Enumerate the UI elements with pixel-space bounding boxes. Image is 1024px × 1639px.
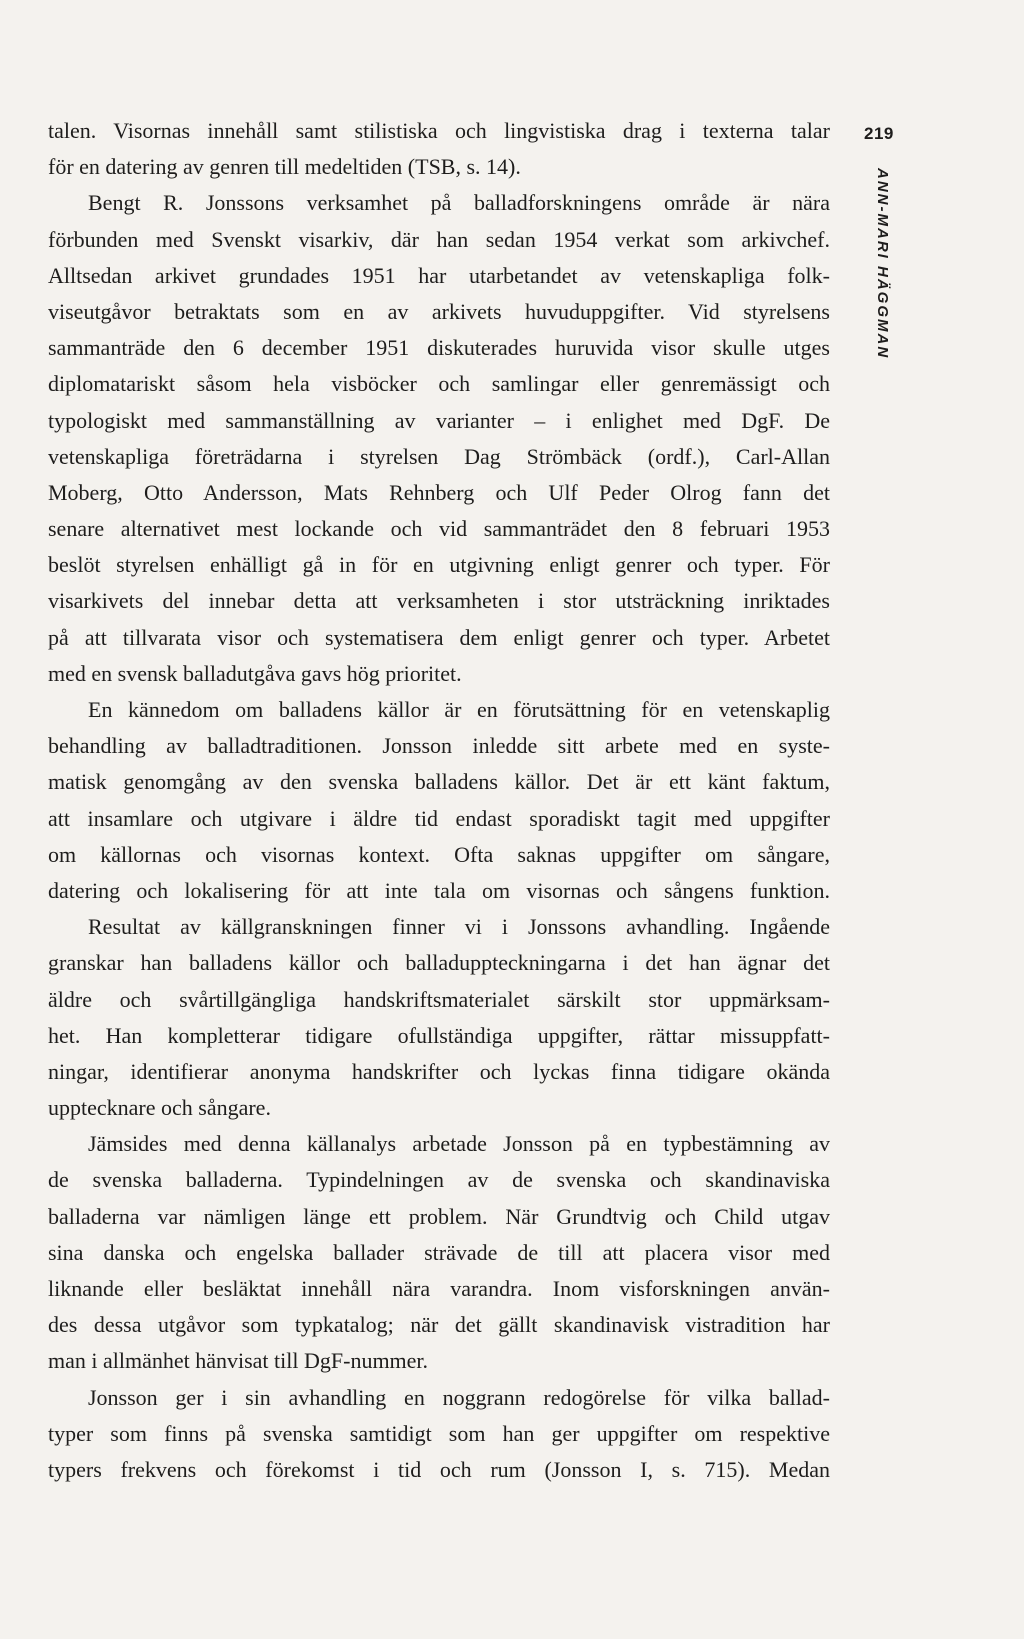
text-line: typologiskt med sammanställning av varianter – i enlighet med DgF. De xyxy=(48,407,830,433)
text-line: beslöt styrelsen enhälligt gå in för en utgivning enligt genrer och typer. För xyxy=(48,552,830,578)
text-line: att insamlare och utgivare i äldre tid endast sporadiskt tagit med uppgifter xyxy=(48,805,830,831)
text-line: visarkivets del innebar detta att verksamheten i stor utsträckning inriktades xyxy=(48,588,830,614)
text-line: typer som finns på svenska samtidigt som han ger uppgifter om respektive xyxy=(48,1420,830,1446)
text-line: liknande eller besläktat innehåll nära varandra. Inom visforskningen använ- xyxy=(48,1276,830,1301)
text-line: Moberg, Otto Andersson, Mats Rehnberg och Ulf Peder Olrog fann det xyxy=(48,479,830,505)
text-line: des dessa utgåvor som typkatalog; när det gällt skandinavisk vistradition har xyxy=(48,1312,830,1338)
running-head xyxy=(871,168,901,360)
text-line: Resultat av källgranskningen finner vi i Jonssons avhandling. Ingående xyxy=(88,914,830,940)
text-line: senare alternativet mest lockande och vid sammanträdet den 8 februari 1953 xyxy=(48,516,830,542)
page-number: 219 xyxy=(864,124,894,143)
text-line: man i allmänhet hänvisat till DgF-nummer. xyxy=(48,1348,429,1374)
text-line: behandling av balladtraditionen. Jonsson inledde sitt arbete med en syste- xyxy=(48,733,830,759)
text-line: matisk genomgång av den svenska balladens källor. Det är ett känt faktum, xyxy=(48,769,830,795)
running-head-label: ANN-MARI HÄGGMAN xyxy=(874,168,891,360)
text-line: vetenskapliga företrädarna i styrelsen Dag Strömbäck (ordf.), Carl-Allan xyxy=(48,443,830,469)
text-line: En kännedom om balladens källor är en förutsättning för en vetenskaplig xyxy=(88,697,830,722)
text-line: Alltsedan arkivet grundades 1951 har utarbetandet av vetenskapliga folk- xyxy=(48,262,830,288)
text-line: typers frekvens och förekomst i tid och rum (Jonsson I, s. 715). Medan xyxy=(48,1456,830,1482)
text-line: om källornas och visornas kontext. Ofta saknas uppgifter om sångare, xyxy=(48,841,830,867)
text-line: med en svensk balladutgåva gavs hög prioritet. xyxy=(48,660,462,686)
text-line: ningar, identifierar anonyma handskrifter och lyckas finna tidigare okända xyxy=(48,1058,830,1084)
text-line: sina danska och engelska ballader strävade de till att placera visor med xyxy=(48,1239,830,1265)
text-line: Jonsson ger i sin avhandling en noggrann redogörelse för vilka ballad- xyxy=(88,1384,830,1410)
text-line: granskar han balladens källor och balladuppteckningarna i det han ägnar det xyxy=(48,950,830,976)
text-line: äldre och svårtillgängliga handskriftsmaterialet särskilt stor uppmärksam- xyxy=(48,986,830,1012)
text-line: för en datering av genren till medeltiden (TSB, s. 14). xyxy=(48,154,521,180)
text-line: Bengt R. Jonssons verksamhet på balladforskningens område är nära xyxy=(88,190,830,216)
body-text xyxy=(48,113,830,1488)
text-line: viseutgåvor betraktats som en av arkivets huvuduppgifter. Vid styrelsens xyxy=(48,298,830,324)
text-line: på att tillvarata visor och systematisera dem enligt genrer och typer. Arbetet xyxy=(48,624,830,650)
text-line: datering och lokalisering för att inte tala om visornas och sångens funktion. xyxy=(48,877,830,903)
text-line: förbunden med Svenskt visarkiv, där han sedan 1954 verkat som arkivchef. xyxy=(48,226,830,252)
text-line: Jämsides med denna källanalys arbetade Jonsson på en typbestämning av xyxy=(88,1131,830,1157)
text-line: balladerna var nämligen länge ett problem. När Grundtvig och Child utgav xyxy=(48,1203,830,1229)
text-line: upptecknare och sångare. xyxy=(48,1095,271,1121)
text-line: sammanträde den 6 december 1951 diskuterades huruvida visor skulle utges xyxy=(48,335,830,361)
text-line: het. Han kompletterar tidigare ofullständiga uppgifter, rättar missuppfatt- xyxy=(48,1022,830,1048)
text-line: talen. Visornas innehåll samt stilistiska och lingvistiska drag i texterna talar xyxy=(48,118,830,143)
text-line: diplomatariskt såsom hela visböcker och samlingar eller genremässigt och xyxy=(48,371,830,397)
text-line: de svenska balladerna. Typindelningen av de svenska och skandinaviska xyxy=(48,1167,830,1193)
